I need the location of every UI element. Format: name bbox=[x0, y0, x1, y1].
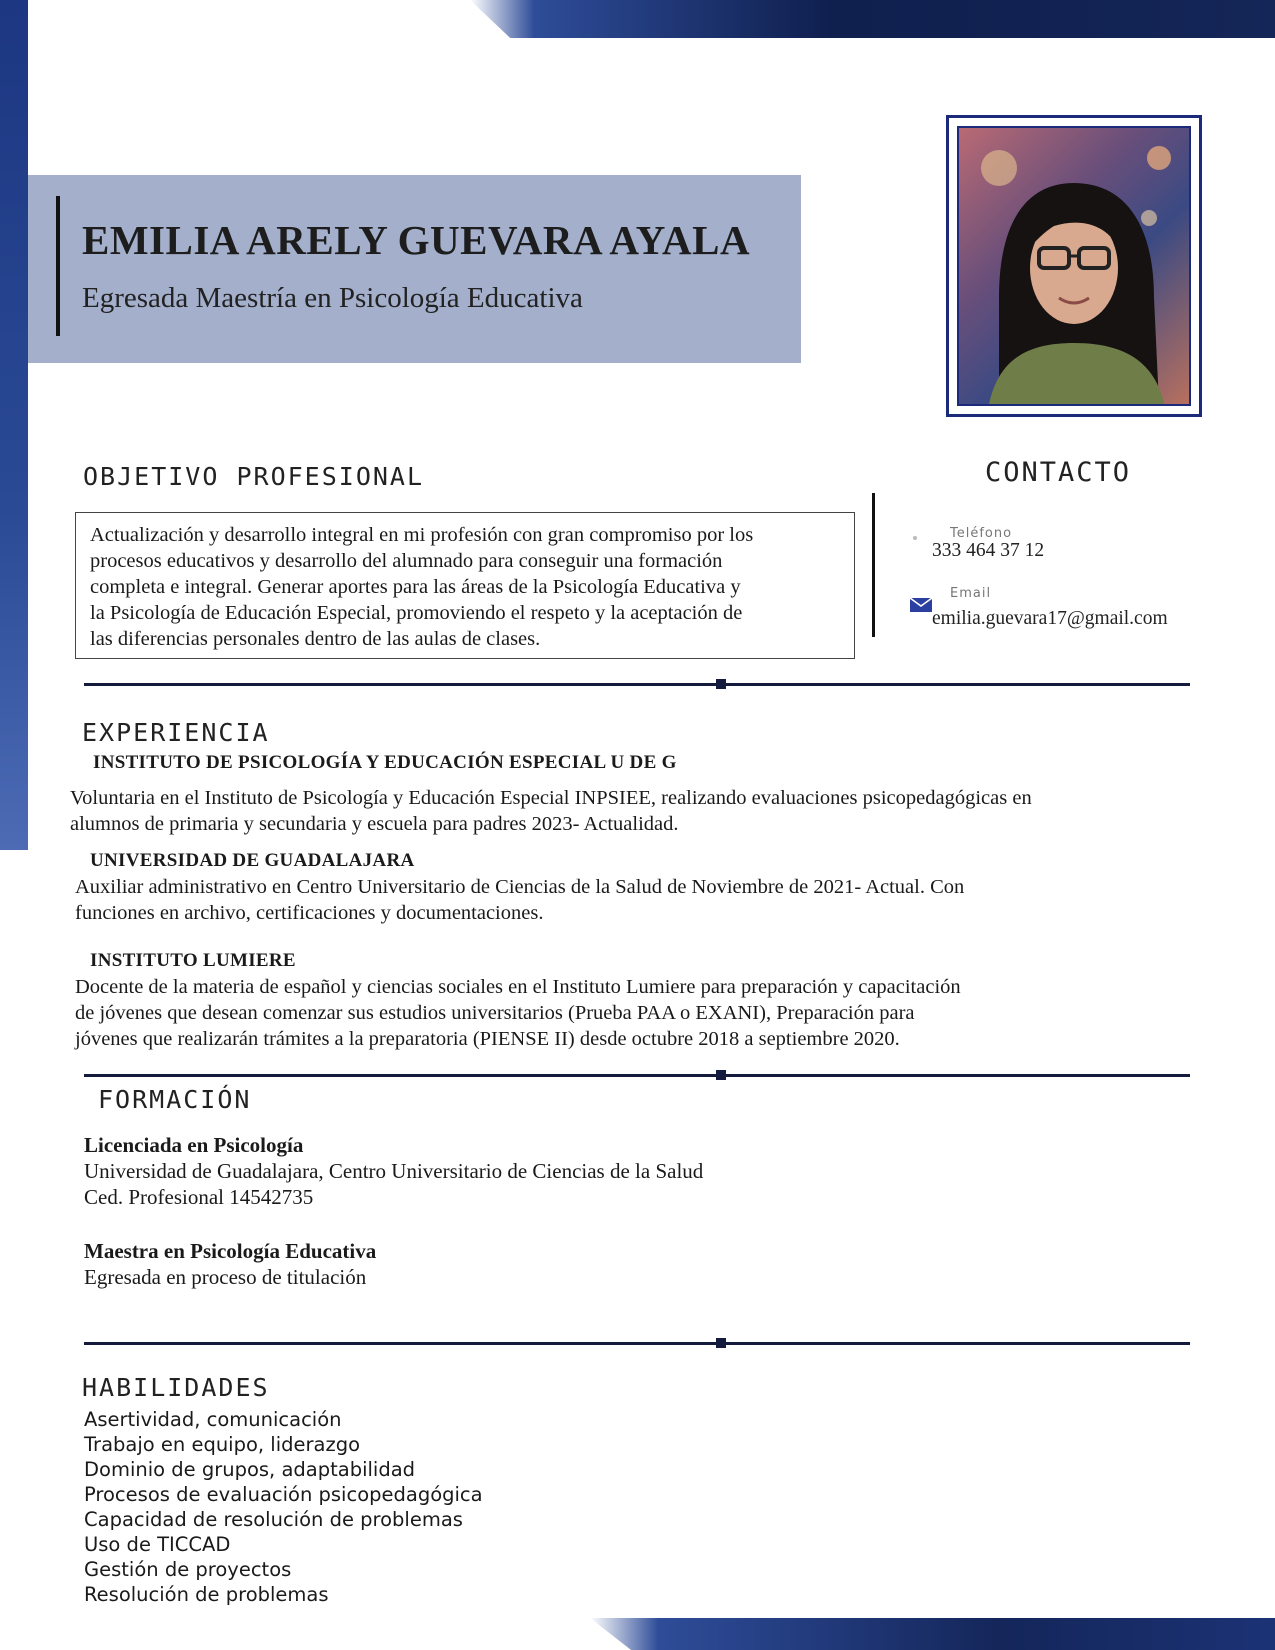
phone-icon bbox=[910, 530, 920, 540]
skill-item: Dominio de grupos, adaptabilidad bbox=[84, 1458, 416, 1481]
objective-line: procesos educativos y desarrollo del alumnado para conseguir una formación bbox=[90, 550, 723, 572]
skill-item: Resolución de problemas bbox=[84, 1583, 329, 1606]
skills-heading: HABILIDADES bbox=[82, 1373, 270, 1402]
education-institution: Universidad de Guadalajara, Centro Universitario de Ciencias de la Salud bbox=[84, 1159, 704, 1183]
experience-line: de jóvenes que desean comenzar sus estudios universitarios (Prueba PAA o EXANI), Preparación para bbox=[75, 1002, 915, 1024]
skill-item: Capacidad de resolución de problemas bbox=[84, 1508, 463, 1531]
education-institution: Egresada en proceso de titulación bbox=[84, 1265, 367, 1289]
skill-item: Trabajo en equipo, liderazgo bbox=[84, 1433, 361, 1456]
objective-box bbox=[75, 512, 855, 659]
objective-heading: OBJETIVO PROFESIONAL bbox=[83, 462, 425, 491]
portrait-illustration bbox=[959, 128, 1189, 404]
experience-description bbox=[75, 874, 964, 926]
divider-node bbox=[716, 1070, 726, 1080]
section-divider bbox=[84, 1342, 1190, 1345]
candidate-name: EMILIA ARELY GUEVARA AYALA bbox=[82, 217, 751, 263]
email-label: Email bbox=[950, 586, 992, 601]
phone-label: Teléfono bbox=[950, 526, 1013, 541]
phone-value: 333 464 37 12 bbox=[932, 540, 1045, 561]
section-divider bbox=[84, 1074, 1190, 1077]
experience-line: funciones en archivo, certificaciones y documentaciones. bbox=[75, 902, 544, 924]
divider-node bbox=[716, 679, 726, 689]
experience-description bbox=[70, 785, 1032, 837]
education-note: Ced. Profesional 14542735 bbox=[84, 1185, 314, 1209]
envelope-icon bbox=[909, 597, 933, 613]
left-accent-bar bbox=[0, 0, 28, 850]
skill-item: Uso de TICCAD bbox=[84, 1533, 231, 1556]
experience-title: INSTITUTO DE PSICOLOGÍA Y EDUCACIÓN ESPECIAL U DE G bbox=[93, 752, 677, 773]
experience-title: UNIVERSIDAD DE GUADALAJARA bbox=[90, 850, 415, 871]
objective-line: completa e integral. Generar aportes para las áreas de la Psicología Educativa y bbox=[90, 576, 741, 598]
experience-line: jóvenes que realizarán trámites a la preparatoria (PIENSE II) desde octubre 2018 a septiembre 2020. bbox=[75, 1028, 900, 1050]
experience-line: Auxiliar administrativo en Centro Universitario de Ciencias de la Salud de Noviembre de 2021- Actual. Con bbox=[75, 876, 965, 898]
experience-line: Docente de la materia de español y ciencias sociales en el Instituto Lumiere para preparación y capacitación bbox=[75, 976, 961, 998]
objective-line: la Psicología de Educación Especial, promoviendo el respeto y la aceptación de bbox=[90, 602, 743, 624]
section-divider bbox=[84, 683, 1190, 686]
skill-item: Asertividad, comunicación bbox=[84, 1408, 342, 1431]
contact-vertical-rule bbox=[872, 493, 875, 637]
experience-line: alumnos de primaria y secundaria y escuela para padres 2023- Actualidad. bbox=[70, 813, 679, 835]
experience-title: INSTITUTO LUMIERE bbox=[90, 950, 296, 971]
education-degree: Maestra en Psicología Educativa bbox=[84, 1239, 377, 1263]
education-degree: Licenciada en Psicología bbox=[84, 1133, 304, 1157]
objective-line: Actualización y desarrollo integral en mi profesión con gran compromiso por los bbox=[90, 524, 754, 546]
skill-item: Procesos de evaluación psicopedagógica bbox=[84, 1483, 483, 1506]
email-value[interactable]: emilia.guevara17@gmail.com bbox=[932, 608, 1168, 629]
education-heading: FORMACIÓN bbox=[98, 1085, 252, 1114]
contact-heading: CONTACTO bbox=[985, 457, 1132, 488]
header-vertical-rule bbox=[56, 196, 60, 336]
candidate-subtitle: Egresada Maestría en Psicología Educativa bbox=[82, 282, 583, 314]
top-accent-bar bbox=[470, 0, 1275, 38]
experience-description bbox=[75, 974, 961, 1052]
header-band bbox=[28, 175, 801, 363]
objective-line: las diferencias personales dentro de las aulas de clases. bbox=[90, 628, 541, 650]
bottom-accent-bar bbox=[590, 1618, 1275, 1650]
profile-photo bbox=[957, 126, 1191, 406]
skill-item: Gestión de proyectos bbox=[84, 1558, 292, 1581]
experience-heading: EXPERIENCIA bbox=[82, 718, 270, 747]
experience-line: Voluntaria en el Instituto de Psicología y Educación Especial INPSIEE, realizando evaluaciones psicopedagógicas en bbox=[70, 787, 1032, 809]
divider-node bbox=[716, 1338, 726, 1348]
profile-photo-frame bbox=[946, 115, 1202, 417]
